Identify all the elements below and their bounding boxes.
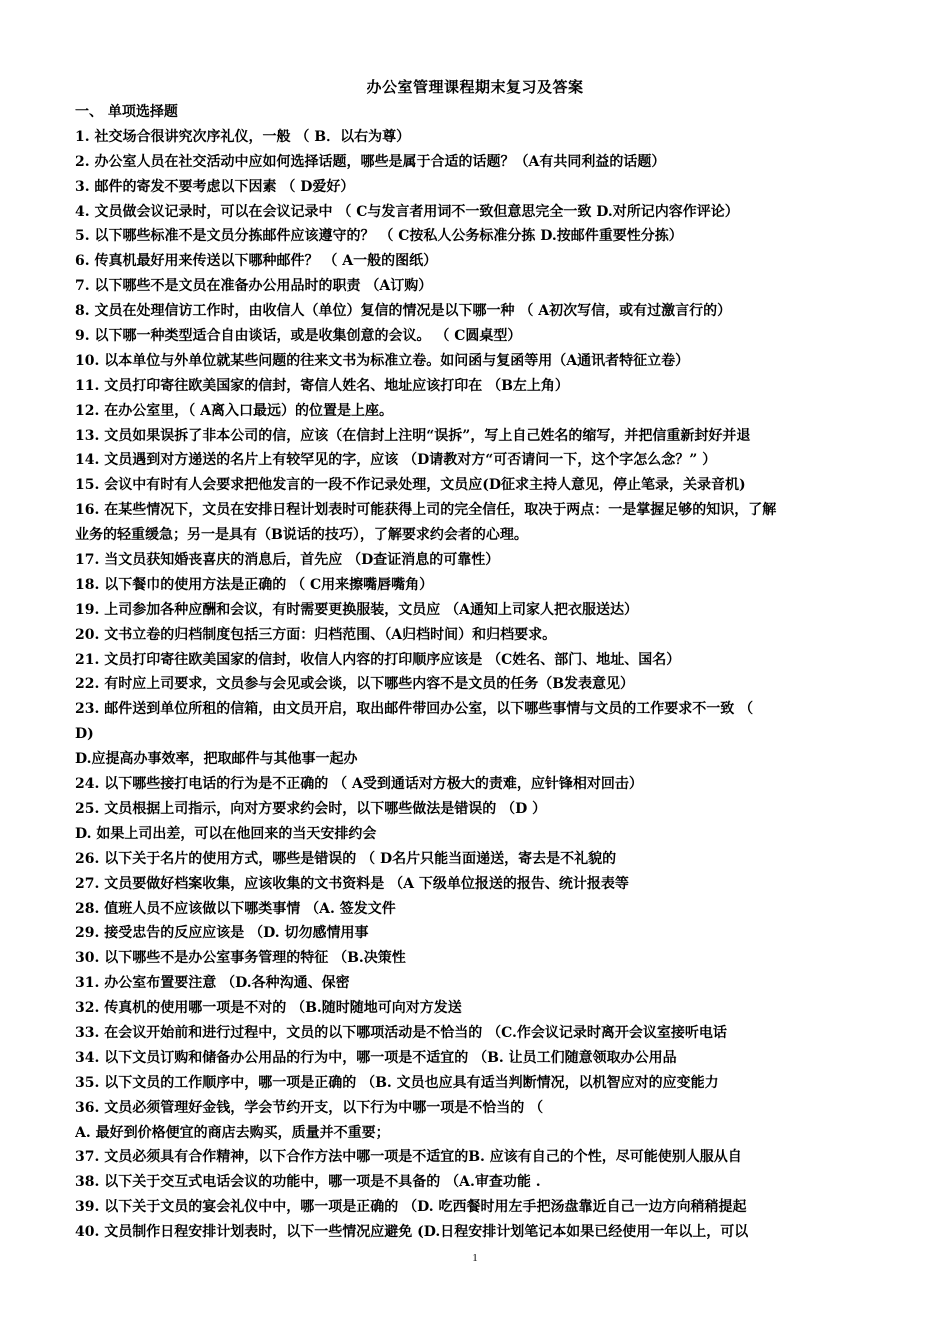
question-line: 15. 会议中有时有人会要求把他发言的一段不作记录处理，文员应(D征求主持人意见，停止笔录，关录音机) bbox=[75, 477, 746, 494]
question-line: 业务的轻重缓急；另一是具有（B说话的技巧），了解要求约会者的心理。 bbox=[75, 527, 528, 544]
question-line: 5. 以下哪些标准不是文员分拣邮件应该遵守的？ （ C按私人公务标准分拣 D.按邮件重要性分拣） bbox=[75, 228, 683, 245]
question-line: 36. 文员必须管理好金钱，学会节约开支，以下行为中哪一项是不恰当的 （ bbox=[75, 1099, 544, 1116]
question-line: 32. 传真机的使用哪一项是不对的 （B.随时随地可向对方发送 bbox=[75, 1000, 462, 1017]
question-line: 6. 传真机最好用来传送以下哪种邮件？ （ A一般的图纸） bbox=[75, 253, 438, 270]
question-line: 40. 文员制作日程安排计划表时，以下一些情况应避免 (D.日程安排计划笔记本如果已经使用一年以上，可以 bbox=[75, 1224, 749, 1241]
question-line: 33. 在会议开始前和进行过程中，文员的以下哪项活动是不恰当的 （C.作会议记录时离开会议室接听电话 bbox=[75, 1024, 727, 1041]
question-line: 18. 以下餐巾的使用方法是正确的 （ C用来擦嘴唇嘴角） bbox=[75, 576, 434, 593]
question-line: 23. 邮件送到单位所租的信箱，由文员开启，取出邮件带回办公室，以下哪些事情与文员的工作要求不一致 （ bbox=[75, 701, 754, 718]
question-line: 14. 文员遇到对方递送的名片上有较罕见的字，应该 （D请教对方“可否请问一下，这个字怎么念？” ） bbox=[75, 452, 717, 469]
question-line: 37. 文员必须具有合作精神，以下合作方法中哪一项是不适宜的B. 应该有自己的个性，尽可能使别人服从自 bbox=[75, 1149, 742, 1166]
question-line: 3. 邮件的寄发不要考虑以下因素 （ D爱好） bbox=[75, 178, 355, 195]
question-line: 17. 当文员获知婚丧喜庆的消息后，首先应 （D查证消息的可靠性） bbox=[75, 552, 500, 569]
question-line: 24. 以下哪些接打电话的行为是不正确的 （ A受到通话对方极大的责难，应针锋相对回击） bbox=[75, 776, 643, 793]
question-line: 34. 以下文员订购和储备办公用品的行为中，哪一项是不适宜的 （B. 让员工们随意领取办公用品 bbox=[75, 1049, 677, 1066]
section-heading: 一、 单项选择题 bbox=[75, 104, 178, 120]
question-line: 12. 在办公室里，（ A离入口最远）的位置是上座。 bbox=[75, 402, 393, 419]
question-line: 38. 以下关于交互式电话会议的功能中，哪一项是不具备的 （A.审查功能 . bbox=[75, 1174, 541, 1191]
question-line: 35. 以下文员的工作顺序中，哪一项是正确的 （B. 文员也应具有适当判断情况，以机智应对的应变能力 bbox=[75, 1074, 719, 1091]
question-line: 22. 有时应上司要求，文员参与会见或会谈，以下哪些内容不是文员的任务（B发表意见） bbox=[75, 676, 635, 693]
question-line: 7. 以下哪些不是文员在准备办公用品时的职责 （A订购） bbox=[75, 278, 433, 295]
page-number: 1 bbox=[472, 1252, 478, 1264]
question-line: D.应提高办事效率，把取邮件与其他事一起办 bbox=[75, 751, 358, 768]
question-line: 21. 文员打印寄往欧美国家的信封，收信人内容的打印顺序应该是 （C姓名、部门、地址、国名） bbox=[75, 651, 681, 668]
question-line: 19. 上司参加各种应酬和会议，有时需要更换服装，文员应 （A通知上司家人把衣服送达） bbox=[75, 601, 638, 618]
question-line: 4. 文员做会议记录时，可以在会议记录中 （ C与发言者用词不一致但意思完全一致 D.对所记内容作评论） bbox=[75, 203, 739, 220]
question-line: 20. 文书立卷的归档制度包括三方面：归档范围、（A归档时间）和归档要求。 bbox=[75, 626, 557, 643]
question-line: 26. 以下关于名片的使用方式，哪些是错误的 （ D名片只能当面递送，寄去是不礼貌的 bbox=[75, 850, 617, 867]
question-line: 1. 社交场合很讲究次序礼仪，一般 （ B．以右为尊） bbox=[75, 128, 411, 145]
question-line: 11. 文员打印寄往欧美国家的信封，寄信人姓名、地址应该打印在 （B左上角） bbox=[75, 377, 569, 394]
question-line: 2. 办公室人员在社交活动中应如何选择话题，哪些是属于合适的话题？（A有共同利益的话题） bbox=[75, 153, 666, 170]
question-line: 13. 文员如果误拆了非本公司的信，应该（在信封上注明“误拆”，写上自己姓名的缩写，并把信重新封好并退 bbox=[75, 427, 751, 444]
question-line: 28. 值班人员不应该做以下哪类事情 （A. 签发文件 bbox=[75, 900, 396, 917]
question-line: A. 最好到价格便宜的商店去购买，质量并不重要； bbox=[75, 1124, 390, 1141]
document-title: 办公室管理课程期末复习及答案 bbox=[366, 78, 584, 96]
question-line: D) bbox=[75, 726, 94, 743]
question-line: 31. 办公室布置要注意 （D.各种沟通、保密 bbox=[75, 975, 350, 992]
question-line: 29. 接受忠告的反应应该是 （D. 切勿感情用事 bbox=[75, 925, 369, 942]
document-body bbox=[75, 100, 883, 1245]
question-line: 8. 文员在处理信访工作时，由收信人（单位）复信的情况是以下哪一种 （ A初次写信，或有过激言行的） bbox=[75, 303, 732, 320]
question-line: 27. 文员要做好档案收集，应该收集的文书资料是 （A 下级单位报送的报告、统计报表等 bbox=[75, 875, 629, 892]
question-line: D. 如果上司出差，可以在他回来的当天安排约会 bbox=[75, 825, 377, 842]
question-line: 9. 以下哪一种类型适合自由谈话，或是收集创意的会议。 （ C圆桌型） bbox=[75, 328, 522, 345]
question-line: 39. 以下关于文员的宴会礼仪中中，哪一项是正确的 （D. 吃西餐时用左手把汤盘靠近自己一边方向稍稍提起 bbox=[75, 1199, 747, 1216]
question-line: 25. 文员根据上司指示，向对方要求约会时，以下哪些做法是错误的 （D ） bbox=[75, 800, 547, 817]
question-line: 30. 以下哪些不是办公室事务管理的特征 （B.决策性 bbox=[75, 950, 406, 967]
question-line: 16. 在某些情况下，文员在安排日程计划表时可能获得上司的完全信任，取决于两点：一是掌握足够的知识，了解 bbox=[75, 502, 777, 519]
question-line: 10. 以本单位与外单位就某些问题的往来文书为标准立卷。如问函与复函等用（A通讯者特征立卷） bbox=[75, 352, 690, 369]
